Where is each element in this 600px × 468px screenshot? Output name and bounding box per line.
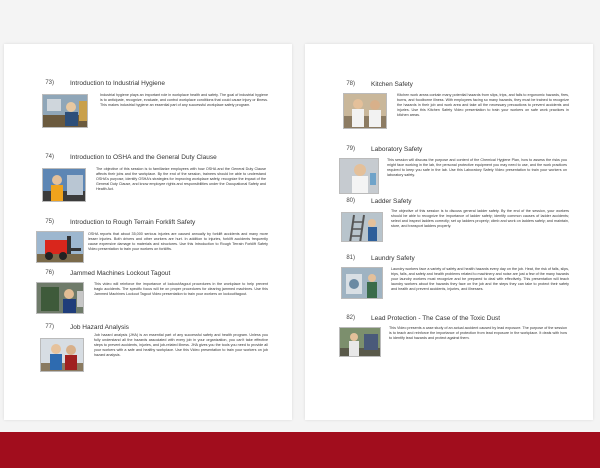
entry-description: Laundry workers face a variety of safety and health hazards every day on the job. Heat, the risk of falls, slips, trips, falls, and safety and health problems related to machinery and noise are just a few of the many hazards your laundry workers must recognize and be prepared to deal with effectively. This presentation will teach laundry workers about the hazards they face on the job and the steps they can take to protect their safety and health and prevent accidents, injuries, and illnesses. (391, 267, 569, 292)
ladder-safety-thumbnail (341, 212, 383, 242)
right-page (305, 44, 593, 420)
entry-description: This video will reinforce the importance of lockout/tagout procedures in the workplace to help prevent tragic accidents. The specific focus will be on proper procedures for clearing jammed machines. Use this Jammed Machines Lockout Tagout Video presentation to train your workers on lockout/tagout. (94, 282, 268, 297)
entry-title: Introduction to Rough Terrain Forklift Safety (70, 219, 196, 226)
entry-title: Ladder Safety (371, 198, 412, 205)
entry-description: The objective of this session is to discuss general ladder safety. By the end of the session, your workers should be able to recognize the importance of ladder safety; identify common causes of ladder accidents; select and inspect ladders correctly; set up ladders properly; climb and work on ladders safely; and maintain, store, and transport ladders properly. (391, 209, 569, 229)
entry-title: Laundry Safety (371, 255, 415, 262)
lead-protection-thumbnail (339, 327, 381, 357)
entry-description: Industrial hygiene plays an important role in workplace health and safety. The goal of industrial hygiene is to anticipate, recognize, evaluate, and control workplace conditions that could cause injury or illness. This makes industrial hygiene an essential part of any successful workplace safety program. (100, 93, 268, 108)
kitchen-safety-thumbnail (343, 93, 387, 129)
entry-number: 81) (346, 255, 355, 261)
entry-title: Laboratory Safety (371, 146, 423, 153)
entry-title: Introduction to Industrial Hygiene (70, 80, 166, 87)
forklift-thumbnail (36, 231, 84, 263)
entry-title: Jammed Machines Lockout Tagout (70, 270, 171, 277)
industrial-hygiene-thumbnail (42, 94, 88, 128)
entry-number: 74) (45, 154, 54, 160)
entry-title: Kitchen Safety (371, 81, 413, 88)
laboratory-safety-thumbnail (339, 158, 379, 194)
entry-number: 79) (346, 146, 355, 152)
entry-description: This session will discuss the purpose and content of the Chemical Hygiene Plan, how to assess the risks you might face working in the lab, the personal protective equipment you may need to use, and the work practices required to keep you safe in the lab. Use this Laboratory Safety Video presentation to train your workers on laboratory safety. (387, 158, 567, 178)
entry-number: 73) (45, 80, 54, 86)
entry-description: Job hazard analysis (JHA) is an essential part of any successful safety and health program. Unless you fully understand all the hazards associated with every job in your organization, you can't take effective steps to prevent accidents, injuries, and job-related illness. JHA gives you the tools you need to provide all your workers with a safe and healthy workplace. Use this Video presentation to train your workers on job hazard analysis. (94, 333, 268, 358)
entry-title: Lead Protection - The Case of the Toxic Dust (371, 315, 501, 322)
lockout-tagout-thumbnail (36, 282, 84, 314)
entry-number: 75) (45, 219, 54, 225)
laundry-safety-thumbnail (341, 267, 383, 299)
left-page (4, 44, 292, 420)
entry-number: 78) (346, 81, 355, 87)
entry-title: Introduction to OSHA and the General Duty Clause (70, 154, 217, 161)
entry-number: 80) (346, 198, 355, 204)
entry-number: 76) (45, 270, 54, 276)
job-hazard-analysis-thumbnail (40, 338, 84, 372)
entry-description: This Video presents a case study of an actual accident caused by lead exposure. The purpose of the session is to teach and reinforce the importance of protection from lead exposure in the workplace. It deals with how to identify lead hazards and protect against them. (389, 326, 567, 341)
entry-title: Job Hazard Analysis (70, 324, 129, 331)
entry-number: 82) (346, 315, 355, 321)
footer-band (0, 432, 600, 468)
entry-description: The objective of this session is to familiarize employees with how OSHA and the General Duty Clause affects their jobs and the workplace. By the end of the session, trainees should be able to understand OSHA's purpose, identify OSHA's strategies for improving workplace safety, recognize the impact of the General Duty Clause, and know employee rights and responsibilities under the Occupational Safety and Health Act. (96, 167, 266, 192)
entry-description: OSHA reports that about 35,000 serious injuries are caused annually by forklift accidents and many more lesser injuries. Both drivers and other workers are hurt. In addition to injuries, forklift accidents frequently cause expensive damage to materials and structures. Use this Introduction to Rough Terrain Forklift Safety Video presentation to train your workers on forklifts. (88, 232, 268, 252)
entry-description: Kitchen work areas contain many potential hazards from slips, trips, and falls to ergonomic hazards, fires, burns, and foodborne illness. With employees facing so many hazards, they must be trained to recognize the hazards in their job and work area and take all the necessary precautions to prevent accidents and injuries. Use this Kitchen Safety Video presentation to train your workers on safe work practices in kitchen areas. (397, 93, 569, 118)
entry-number: 77) (45, 324, 54, 330)
osha-thumbnail (42, 168, 86, 202)
